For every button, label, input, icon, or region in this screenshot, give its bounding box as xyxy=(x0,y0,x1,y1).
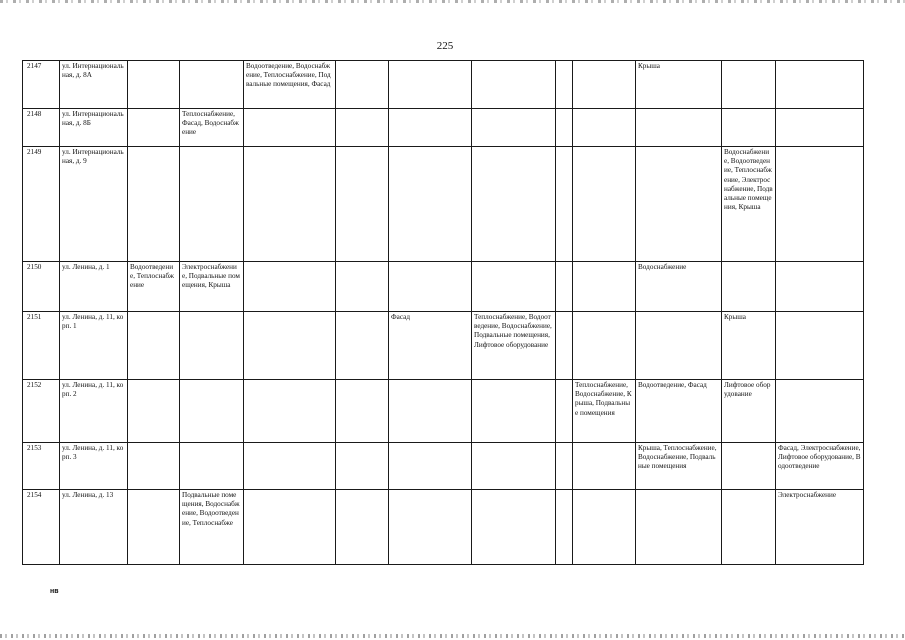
work-type-cell xyxy=(636,109,722,147)
work-type-cell xyxy=(722,61,776,109)
work-type-cell xyxy=(573,147,636,262)
work-type-cell xyxy=(389,262,472,312)
work-type-cell xyxy=(180,312,244,380)
address-cell: ул. Ленина, д. 11, корп. 1 xyxy=(60,312,128,380)
scan-edge-bottom xyxy=(0,634,905,638)
work-type-cell xyxy=(244,312,336,380)
work-type-cell xyxy=(180,61,244,109)
work-type-cell xyxy=(776,312,864,380)
table-row xyxy=(23,312,864,380)
work-type-cell xyxy=(128,490,180,565)
work-type-cell xyxy=(180,443,244,490)
work-type-cell xyxy=(244,490,336,565)
address-cell: ул. Ленина, д. 1 xyxy=(60,262,128,312)
row-number-cell: 2149 xyxy=(23,147,60,262)
row-number-cell: 2153 xyxy=(23,443,60,490)
row-number-cell: 2150 xyxy=(23,262,60,312)
work-type-cell xyxy=(556,109,573,147)
work-type-cell xyxy=(776,147,864,262)
work-type-cell xyxy=(128,109,180,147)
work-type-cell xyxy=(556,262,573,312)
work-type-cell xyxy=(244,380,336,443)
address-cell: ул. Интернациональная, д. 9 xyxy=(60,147,128,262)
work-type-cell xyxy=(336,380,389,443)
work-type-cell xyxy=(389,61,472,109)
work-type-cell xyxy=(636,490,722,565)
work-type-cell xyxy=(336,147,389,262)
work-type-cell xyxy=(722,109,776,147)
work-type-cell xyxy=(776,262,864,312)
table-row xyxy=(23,490,864,565)
work-type-cell xyxy=(776,380,864,443)
work-type-cell xyxy=(722,262,776,312)
work-type-cell xyxy=(573,109,636,147)
work-type-cell xyxy=(722,443,776,490)
work-type-cell xyxy=(336,61,389,109)
work-type-cell: Водоотведение, Фасад xyxy=(636,380,722,443)
work-type-cell: Водоснабжение xyxy=(636,262,722,312)
work-type-cell xyxy=(556,312,573,380)
work-type-cell xyxy=(336,312,389,380)
work-type-cell xyxy=(636,312,722,380)
work-type-cell: Крыша, Теплоснабжение, Водоснабжение, Подвальные помещения xyxy=(636,443,722,490)
row-number-cell: 2152 xyxy=(23,380,60,443)
work-type-cell xyxy=(244,443,336,490)
work-type-cell: Электроснабжение, Подвальные помещения, Крыша xyxy=(180,262,244,312)
work-type-cell xyxy=(556,61,573,109)
work-type-cell xyxy=(128,312,180,380)
work-type-cell: Подвальные помещения, Водоснабжение, Водоотведение, Теплоснабже xyxy=(180,490,244,565)
work-type-cell xyxy=(180,147,244,262)
work-type-cell xyxy=(472,262,556,312)
work-type-cell xyxy=(128,380,180,443)
row-number-cell: 2148 xyxy=(23,109,60,147)
work-type-cell xyxy=(556,490,573,565)
work-type-cell xyxy=(472,380,556,443)
work-type-cell xyxy=(128,443,180,490)
work-type-cell xyxy=(389,380,472,443)
work-type-cell xyxy=(389,490,472,565)
work-type-cell xyxy=(389,147,472,262)
work-type-cell xyxy=(722,490,776,565)
table-row xyxy=(23,147,864,262)
work-type-cell xyxy=(573,312,636,380)
work-type-cell xyxy=(472,490,556,565)
work-type-cell: Фасад, Электроснабжение, Лифтовое оборудование, Водоотведение xyxy=(776,443,864,490)
address-cell: ул. Интернациональная, д. 8А xyxy=(60,61,128,109)
work-type-cell xyxy=(128,61,180,109)
work-type-cell xyxy=(389,109,472,147)
work-type-cell: Водоотведение, Водоснабжение, Теплоснабжение, Подвальные помещения, Фасад xyxy=(244,61,336,109)
work-type-cell: Теплоснабжение, Водоснабжение, Крыша, Подвальные помещения xyxy=(573,380,636,443)
work-type-cell xyxy=(556,443,573,490)
work-type-cell xyxy=(776,109,864,147)
work-type-cell xyxy=(389,443,472,490)
work-type-cell xyxy=(336,262,389,312)
table-row xyxy=(23,61,864,109)
address-cell: ул. Ленина, д. 11, корп. 3 xyxy=(60,443,128,490)
work-type-cell xyxy=(244,147,336,262)
scan-edge-top xyxy=(0,0,905,3)
work-type-cell xyxy=(472,443,556,490)
footer-mark: нв xyxy=(50,588,59,595)
table-body xyxy=(23,61,864,565)
work-type-cell xyxy=(336,443,389,490)
work-type-cell xyxy=(336,490,389,565)
work-type-cell xyxy=(244,109,336,147)
work-type-cell xyxy=(128,147,180,262)
page-number: 225 xyxy=(436,40,454,52)
work-type-cell xyxy=(180,380,244,443)
work-type-cell xyxy=(636,147,722,262)
work-type-cell: Водоснабжение, Водоотведение, Теплоснабжение, Электроснабжение, Подвальные помещения, Крыша xyxy=(722,147,776,262)
work-type-cell xyxy=(573,262,636,312)
address-cell: ул. Ленина, д. 13 xyxy=(60,490,128,565)
registry-table xyxy=(22,60,864,565)
address-cell: ул. Интернациональная, д. 8Б xyxy=(60,109,128,147)
work-type-cell xyxy=(472,147,556,262)
work-type-cell xyxy=(573,61,636,109)
address-cell: ул. Ленина, д. 11, корп. 2 xyxy=(60,380,128,443)
work-type-cell: Крыша xyxy=(722,312,776,380)
work-type-cell: Водоотведение, Теплоснабжение xyxy=(128,262,180,312)
work-type-cell: Теплоснабжение, Водоотведение, Водоснабжение, Подвальные помещения, Лифтовое оборудование xyxy=(472,312,556,380)
row-number-cell: 2151 xyxy=(23,312,60,380)
work-type-cell xyxy=(472,61,556,109)
row-number-cell: 2154 xyxy=(23,490,60,565)
work-type-cell: Электроснабжение xyxy=(776,490,864,565)
work-type-cell: Теплоснабжение, Фасад, Водоснабжение xyxy=(180,109,244,147)
work-type-cell xyxy=(244,262,336,312)
work-type-cell xyxy=(556,147,573,262)
work-type-cell xyxy=(573,490,636,565)
work-type-cell: Крыша xyxy=(636,61,722,109)
work-type-cell xyxy=(573,443,636,490)
table-row xyxy=(23,443,864,490)
work-type-cell: Лифтовое оборудование xyxy=(722,380,776,443)
work-type-cell xyxy=(472,109,556,147)
work-type-cell xyxy=(336,109,389,147)
table-row xyxy=(23,380,864,443)
row-number-cell: 2147 xyxy=(23,61,60,109)
work-type-cell xyxy=(776,61,864,109)
table-row xyxy=(23,109,864,147)
work-type-cell: Фасад xyxy=(389,312,472,380)
work-type-cell xyxy=(556,380,573,443)
table-row xyxy=(23,262,864,312)
